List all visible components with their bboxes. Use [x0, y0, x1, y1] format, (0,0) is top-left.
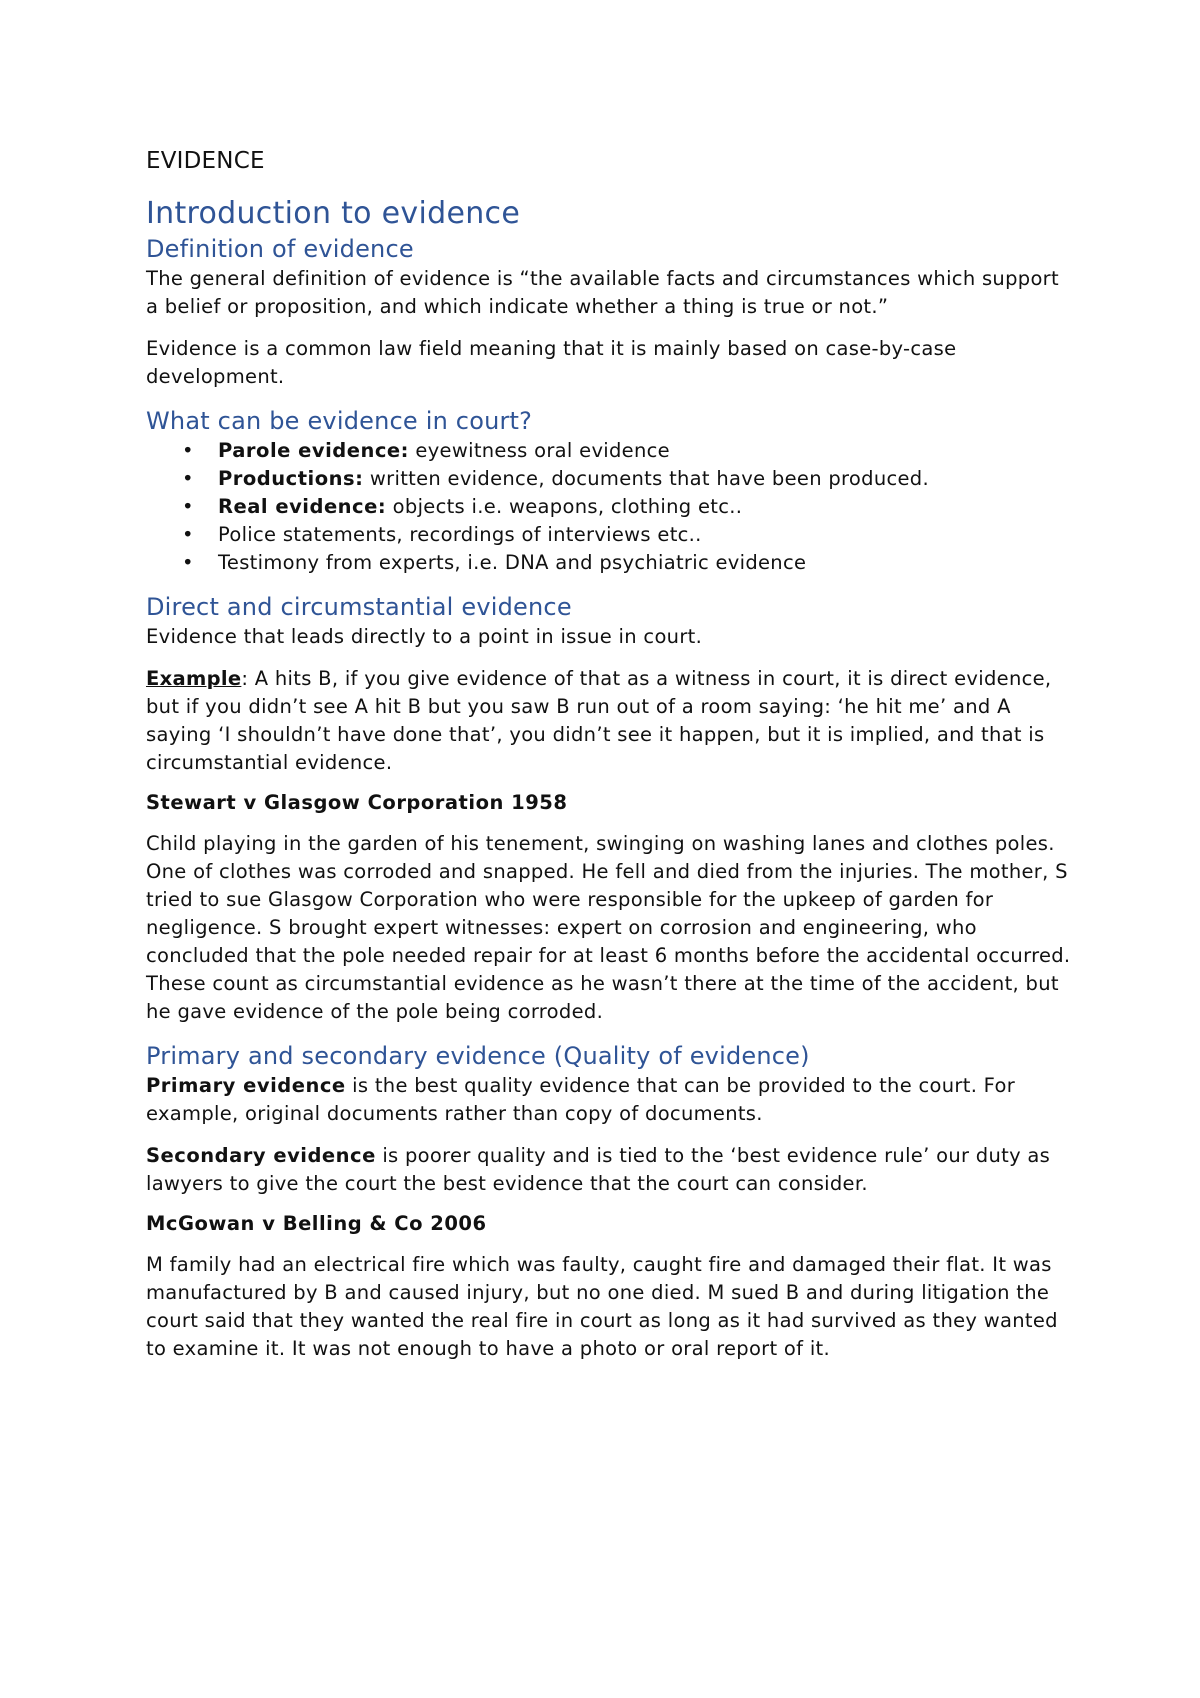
list-item — [146, 437, 1076, 465]
list-item-text: eyewitness oral evidence — [408, 439, 670, 462]
list-item-text: written evidence, documents that have been produced. — [363, 467, 929, 490]
evidence-types-list — [146, 437, 1076, 577]
example-label: Example — [146, 667, 242, 690]
case-text-stewart: Child playing in the garden of his tenement, swinging on washing lanes and clothes poles. One of clothes was corroded and snapped. He fell and died from the injuries. The mother, S tried to sue Glasgow Corporation who were responsible for the upkeep of garden for negligence. S brought expert witnesses: expert on corrosion and engineering, who concluded that the pole needed repair for at least 6 months before the accidental occurred. These count as circumstantial evidence as he wasn’t there at the time of the accident, but he gave evidence of the pole being corroded. — [146, 832, 1071, 1023]
heading-primary-secondary: Primary and secondary evidence (Quality of evidence) — [146, 1042, 810, 1070]
heading-what-can-be-evidence: What can be evidence in court? — [146, 407, 533, 435]
bullet-icon: • — [182, 523, 194, 546]
example-paragraph — [146, 665, 1076, 777]
list-item — [146, 465, 1076, 493]
heading-introduction: Introduction to evidence — [146, 196, 521, 231]
list-item-text: Police statements, recordings of interviews etc.. — [218, 523, 702, 546]
example-text: : A hits B, if you give evidence of that as a witness in court, it is direct evidence, but if you didn’t see A hit B but you saw B run out of a room saying: ‘he hit me’ and A saying ‘I shouldn’t have done that’, you didn’t see it happen, but it is implied, and that is circumstantial evidence. — [146, 667, 1052, 774]
heading-definition: Definition of evidence — [146, 235, 414, 263]
secondary-text: is poorer quality and is tied to the ‘best evidence rule’ our duty as lawyers to give the court the best evidence that the court can consider. — [146, 1144, 1051, 1195]
list-item-text: Testimony from experts, i.e. DNA and psychiatric evidence — [218, 551, 807, 574]
bullet-icon: • — [182, 551, 194, 574]
direct-paragraph: Evidence that leads directly to a point in issue in court. — [146, 625, 703, 648]
secondary-paragraph — [146, 1142, 1076, 1198]
bullet-icon: • — [182, 495, 194, 518]
case-text-mcgowan: M family had an electrical fire which was faulty, caught fire and damaged their flat. It was manufactured by B and caused injury, but no one died. M sued B and during litigation the court said that they wanted the real fire in court as long as it had survived as they wanted to examine it. It was not enough to have a photo or oral report of it. — [146, 1253, 1058, 1360]
bullet-icon: • — [182, 439, 194, 462]
document-page — [146, 148, 1076, 1377]
case-title-mcgowan: McGowan v Belling & Co 2006 — [146, 1212, 487, 1235]
primary-term: Primary evidence — [146, 1074, 346, 1097]
list-item-term: Parole evidence: — [218, 439, 409, 462]
bullet-icon: • — [182, 467, 194, 490]
list-item-term: Productions: — [218, 467, 364, 490]
secondary-term: Secondary evidence — [146, 1144, 376, 1167]
list-item-term: Real evidence: — [218, 495, 387, 518]
primary-text: is the best quality evidence that can be provided to the court. For example, original documents rather than copy of documents. — [146, 1074, 1016, 1125]
definition-paragraph-1: The general definition of evidence is “the available facts and circumstances which support a belief or proposition, and which indicate whether a thing is true or not.” — [146, 267, 1059, 318]
list-item — [146, 493, 1076, 521]
heading-direct-circumstantial: Direct and circumstantial evidence — [146, 593, 572, 621]
definition-paragraph-2: Evidence is a common law field meaning that it is mainly based on case-by-case development. — [146, 337, 957, 388]
list-item-text: objects i.e. weapons, clothing etc.. — [386, 495, 743, 518]
list-item — [146, 521, 1076, 549]
case-title-stewart: Stewart v Glasgow Corporation 1958 — [146, 791, 568, 814]
primary-paragraph — [146, 1072, 1076, 1128]
document-title: EVIDENCE — [146, 148, 265, 174]
list-item — [146, 549, 1076, 577]
